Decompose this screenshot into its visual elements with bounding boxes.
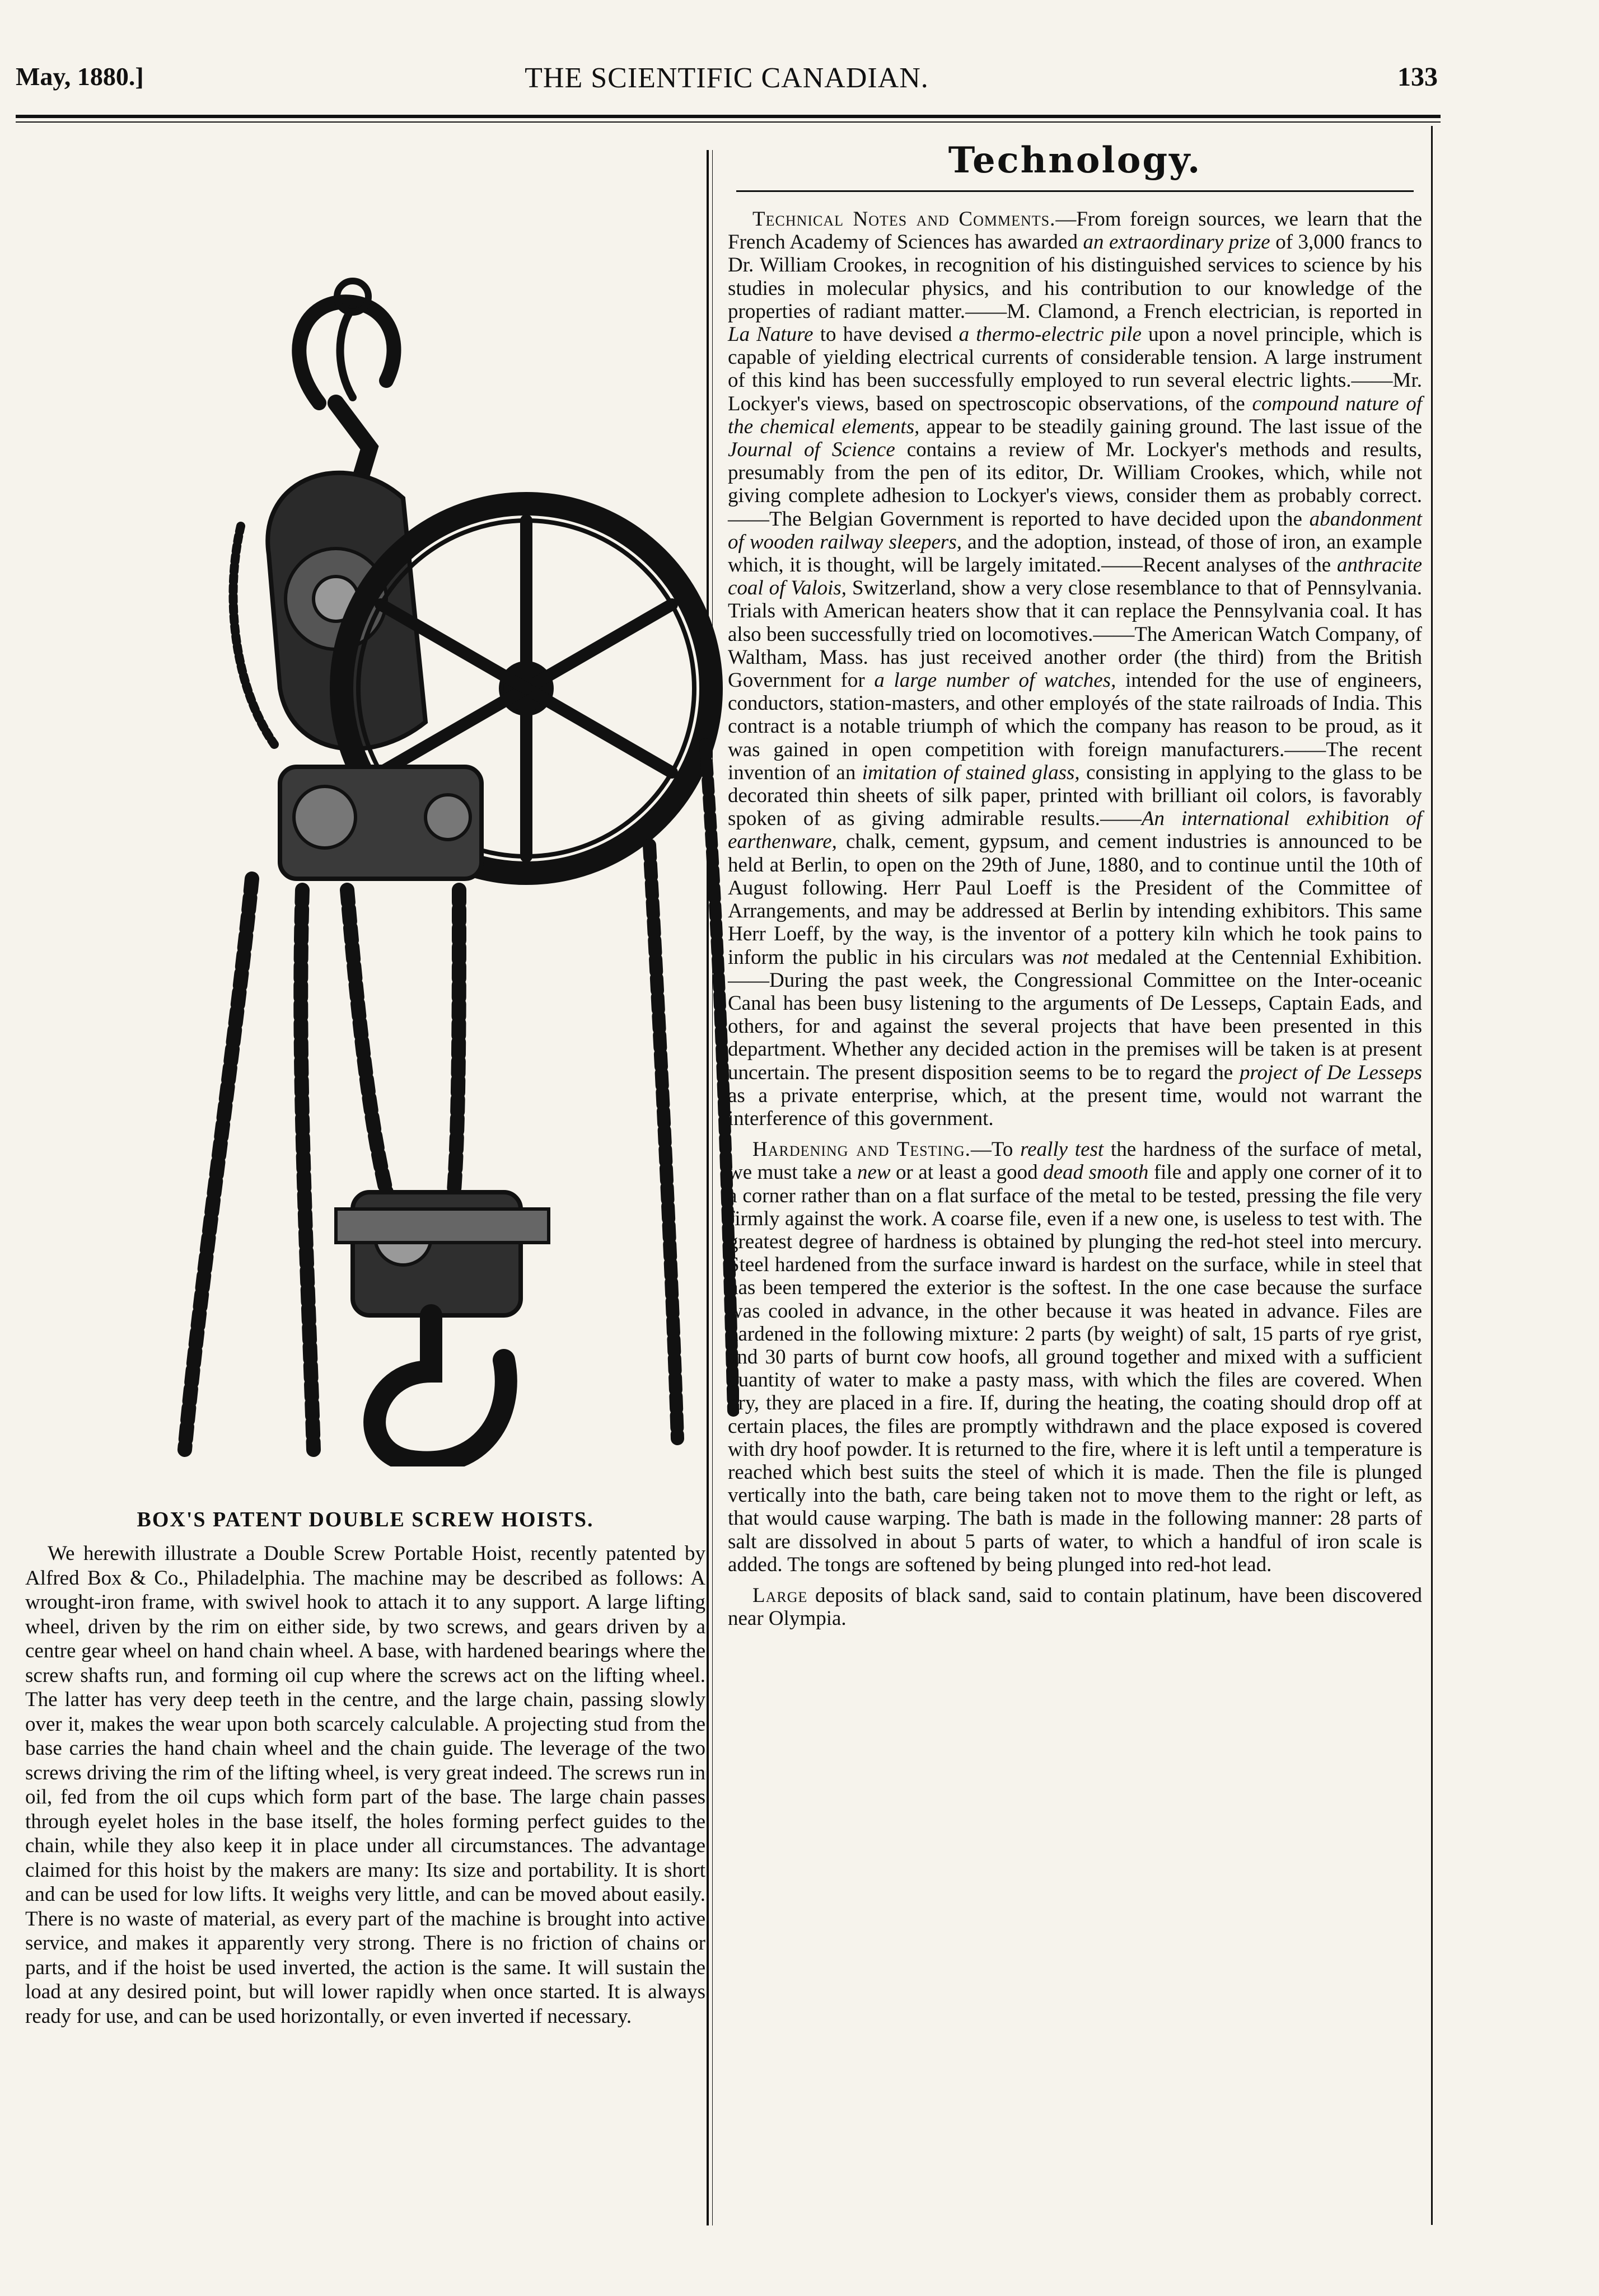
technical-notes-segment: Journal of Science [728,438,895,462]
article-title: BOX'S PATENT DOUBLE SCREW HOISTS. [137,1508,594,1531]
hardening-segment: —To [970,1138,1021,1161]
technical-notes-segment: a large number of watches, [874,669,1116,692]
technical-notes-segment: compound nature of the chemical elements, [728,392,1422,438]
hardening-segment: the hardness of the surface of metal, we must take a [728,1138,1423,1184]
issue-date: May, 1880.] [16,62,144,91]
hoist-article [25,1506,705,2028]
hoist-illustration [168,263,739,1466]
technical-notes-body [728,208,1422,1130]
technical-notes-segment: not [1062,945,1089,969]
technical-notes-segment: appear to be steadily gaining ground. The last issue of the [919,415,1423,438]
technical-notes-segment: intended for the use of engineers, conductors, station-masters, and other employés of the state railroads of India. This contract is a notable triumph of which the company has reason to be proud, as it was gained in open competition with foreign manufacturers.——The recent invention of an [728,669,1422,784]
header-rule-thin [16,121,1441,123]
technical-notes-segment: abandonment of wooden railway sleepers, [728,507,1422,554]
technical-notes-segment: contains a review of Mr. Lockyer's methods and results, presumably from the pen of its editor, Dr. William Crookes, which, while not giving complete adhesion to Lockyer's views, consider them as probably correct.——The Belgian Government is reported to have decided upon the [728,438,1422,531]
page-number: 133 [1397,62,1438,92]
technical-notes-segment: of 3,000 francs to Dr. William Crookes, in recognition of his distinguished services to science by his studies in molecular physics, and his contribution to our knowledge of the properties of radiant matter.——M. Clamond, a French electrician, is reported in [728,231,1422,323]
technical-notes-segment: project of De Lesseps [1240,1061,1422,1084]
running-head [16,62,1438,106]
technical-notes-segment: chalk, cement, gypsum, and cement industries is announced to be held at Berlin, to open on the 29th of June, 1880, and to continue until the 10th of August following. Herr Paul Loeff is the President of the Committee of Arrangements, and may be addressed at Berlin by intending exhibitors. This same Herr Loeff, by the way, is the inventor of a pottery kiln which he took pains to inform the public in his circulars was [728,830,1422,969]
technology-column [728,130,1422,1638]
technical-notes-segment: La Nature [728,323,813,346]
technical-notes-segment: consisting in applying to the glass to be decorated thin sheets of silk paper, printed with brilliant oil colors, is favorably spoken of as giving admirable results.—— [728,761,1422,831]
technical-notes-paragraph [728,208,1422,1130]
technical-notes-segment: —From foreign sources, we learn that the French Academy of Sciences has awarded [728,208,1423,254]
technical-notes-segment: a thermo-electric pile [959,323,1142,346]
hardening-paragraph [728,1138,1422,1576]
technical-notes-segment: medaled at the Centennial Exhibition.——During the past week, the Congressional Committee on the Inter-oceanic Canal has been busy listening to the arguments of De Lesseps, Captain Eads, and others, for and against the several projects that have been presented in this department. Whether any decided action in the premises will be taken is at present uncertain. The present disposition seems to be to regard the [728,945,1422,1084]
technical-notes-segment: as a private enterprise, which, at the present time, would not warrant the interference of this government. [728,1084,1422,1130]
technical-notes-segment: An international exhibition of earthenware, [728,807,1422,854]
technical-notes-segment: Switzerland, show a very close resemblance to that of Pennsylvania. Trials with American heaters show that it can replace the Pennsylvania coal. It has also been successfully tried on locomotives.——The American Watch Company, of Waltham, Mass. has just received another order (the third) from the British Government for [728,577,1422,692]
right-border-rule [1431,126,1433,2225]
hoist-engraving [168,263,739,1466]
hardening-segment: dead smooth [1043,1161,1149,1184]
closing-lead: Large [752,1583,808,1607]
technical-notes-segment: an extraordinary prize [1083,231,1270,254]
article-body: We herewith illustrate a Double Screw Portable Hoist, recently patented by Alfred Box & Co., Philadelphia. The machine may be described as follows: A wrought-iron frame, with swivel hook to attach it to any support. A large lifting wheel, driven by the rim on either side, by two screws, and gears driven by a centre gear wheel on hand chain wheel. A base, with hardened bearings where the screw shafts run, and forming oil cup where the screws act on the lifting wheel. The latter has very deep teeth in the centre, and the large chain, passing slowly over it, makes the wear upon both scarcely calculable. A projecting stud from the base carries the hand chain wheel and the chain guide. The leverage of the two screws driving the rim of the lifting wheel, is very great indeed. The screws run in oil, fed from the oil cups which form part of the base. The large chain passes through eyelet holes in the base itself, the holes forming perfect guides to the chain, while they also keep it in place under all circumstances. The advantage claimed for this hoist by the makers are many: Its size and portability. It is short and can be used for low lifts. It weighs very little, and can be moved about easily. There is no waste of material, as every part of the machine is brought into active service, and makes it apparently very strong. There is no friction of chains or parts, and if the hoist be used inverted, the action is the same. It will sustain the load at any desired point, but will lower rapidly when once started. It is always ready for use, and can be used horizontally, or even inverted if necessary. [25,1542,705,2028]
hardening-body [728,1138,1422,1576]
hardening-segment: file and apply one corner of it to a corner rather than on a flat surface of the metal to be tested, pressing the file very firmly against the work. A coarse file, even if a new one, is useless to test with. The greatest degree of hardness is obtained by plunging the red-hot steel into mercury. Steel hardened from the surface inward is hardest on the surface, while in steel that has been tempered the exterior is the softest. In the one case because the surface was cooled in advance, in the other because it was heated in advance. Files are hardened in the following mixture: 2 parts (by weight) of salt, 15 parts of rye grist, and 30 parts of burnt cow hoofs, all ground together and mixed with a sufficient quantity of water to make a pasty mass, with which the files are covered. When dry, they are placed in a fire. If, during the heating, the coating should drop off at certain places, the files are promptly withdrawn and the place exposed is covered with dry hoof powder. It is returned to the fire, where it is left until a temperature is reached which best suits the steel of which it is made. Then the file is plunged vertically into the bath, care being taken not to move them to the right or left, as that would cause warping. The bath is made in the following manner: 28 parts of salt are dissolved in about 5 parts of water, to which a handful of iron scale is added. The tongs are softened by being plunged into red-hot lead. [728,1161,1423,1576]
header-rule-thick [16,115,1441,118]
hardening-segment: new [857,1161,891,1184]
closing-paragraph [728,1584,1422,1630]
technical-notes-segment: and the adoption, instead, of those of iron, an example which, it is thought, will be largely imitated.——Recent analyses of the [728,530,1422,577]
technical-notes-segment: upon a novel principle, which is capable of yielding electrical currents of considerable tension. A large instrument of this kind has been successfully employed to run several electric lights.——Mr. Lockyer's views, based on spectroscopic observations, of the [728,323,1423,415]
hardening-segment: or at least a good [890,1161,1044,1184]
department-heading: Technology. [948,139,1202,181]
closing-body: deposits of black sand, said to contain platinum, have been discovered near Olympia. [728,1583,1422,1630]
department-rule [736,190,1414,192]
technical-notes-lead: Technical Notes and Comments. [752,208,1056,231]
hardening-lead: Hardening and Testing. [752,1138,971,1161]
technical-notes-segment: imitation of stained glass, [862,761,1080,784]
technical-notes-segment: anthracite coal of Valois, [728,554,1422,600]
publication-title: THE SCIENTIFIC CANADIAN. [525,62,929,94]
technical-notes-segment: to have devised [813,323,959,346]
hardening-segment: really test [1020,1138,1104,1161]
